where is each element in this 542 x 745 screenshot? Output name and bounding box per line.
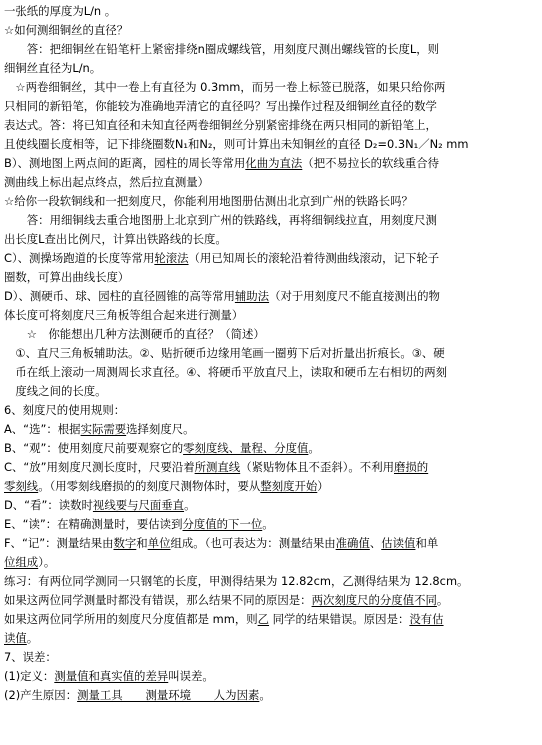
exercise-line: 读值。 [4,631,39,645]
text-line: 出长度L查出比例尺，计算出铁路线的长度。 [4,232,227,246]
rule-line: 位组成）。 [4,555,56,569]
definition-line: (1)定义：测量值和真实值的差异叫误差。 [4,669,214,683]
method-line: B）、测地图上两点间的距离，园柱的周长等常用化曲为直法（把不易拉长的软线重合待 [4,156,439,170]
text-line: 答：用细铜线去重合地图册上北京到广州的铁路线，再将细铜线拉直，用刻度尺测 [4,213,437,227]
text-line: 圈数，可算出曲线长度） [4,270,130,284]
section-heading: 7、误差： [4,650,57,664]
method-line: C）、测操场跑道的长度等常用轮滚法（用已知周长的滚轮沿着待测曲线滚动，记下轮子 [4,251,440,265]
text-line: 测曲线上标出起点终点，然后拉直测量） [4,175,210,189]
rule-line: 零刻线。（用零刻线磨损的的刻度尺测物体时，要从整刻度开始） [4,479,329,493]
text-line: 表达式。答：将已知直径和未知直径两卷细铜丝分别紧密排绕在两只相同的新铅笔上， [4,118,437,132]
question-heading: ☆给你一段软铜线和一把刻度尺，你能利用地图册估测出北京到广州的铁路长吗？ [4,194,413,208]
text-line: 一张纸的厚度为L/n 。 [4,4,117,18]
section-heading: 6、刻度尺的使用规则： [4,403,126,417]
text-line: 币在纸上滚动一周测周长求直径。④、将硬币平放直尺上，读取和硬币左右相切的两刻 [4,365,448,379]
question-heading: ☆ 你能想出几种方法测硬币的直径？（简述） [4,327,265,341]
rule-line: A、“选”：根据实际需要选择刻度尺。 [4,422,195,436]
text-line: 度线之间的长度。 [4,384,107,398]
rule-line: D、“看”：读数时视线要与尺面垂直。 [4,498,196,512]
rule-line: C、“放”用刻度尺测长度时，尺要沿着所测直线（紧贴物体且不歪斜）。不利用磨损的 [4,460,429,474]
rule-line: B、“观”：使用刻度尺前要观察它的零刻度线、量程、分度值。 [4,441,320,455]
question-heading: ☆两卷细铜丝，其中一卷上有直径为 0.3mm，而另一卷上标签已脱落，如果只给你两 [4,80,446,94]
rule-line: F、“记”：测量结果由数字和单位组成。（也可表达为：测量结果由准确值、估读值和单 [4,536,439,550]
rule-line: E、“读”：在精确测量时，要估读到分度值的下一位。 [4,517,274,531]
text-line: ①、直尺三角板辅助法。②、贴折硬币边缘用笔画一圈剪下后对折量出折痕长。③、硬 [4,346,445,360]
exercise-line: 练习：有两位同学测同一只钢笔的长度，甲测得结果为 12.82cm，乙测得结果为 12.8cm。 [4,574,469,588]
exercise-line: 如果这两位同学测量时都没有错误，那么结果不同的原因是：两次刻度尺的分度值不同。 [4,593,449,607]
method-line: D）、测硬币、球、园柱的直径圆锥的高等常用辅助法（对于用刻度尺不能直接测出的物 [4,289,440,303]
question-heading: ☆如何测细铜丝的直径？ [4,23,129,37]
exercise-line: 如果这两位同学所用的刻度尺分度值都是 mm，则乙 同学的结果错误。原因是：没有估 [4,612,444,626]
text-line: 且使线圈长度相等，记下排绕圈数N₁和N₂，则可计算出未知铜丝的直径 D₂=0.3N₁／N₂ mm [4,137,469,151]
text-line: 答：把细铜丝在铅笔杆上紧密排绕n圈成螺线管，用刻度尺测出螺线管的长度L，则 [4,42,440,56]
text-line: 只相同的新铅笔，你能较为准确地弄清它的直径吗？写出操作过程及细铜丝直径的数学 [4,99,437,113]
text-line: 体长度可将刻度尺三角板等组合起来进行测量） [4,308,244,322]
text-line: 细铜丝直径为L/n。 [4,61,102,75]
definition-line: (2)产生原因：测量工具 测量环境 人为因素。 [4,688,271,702]
